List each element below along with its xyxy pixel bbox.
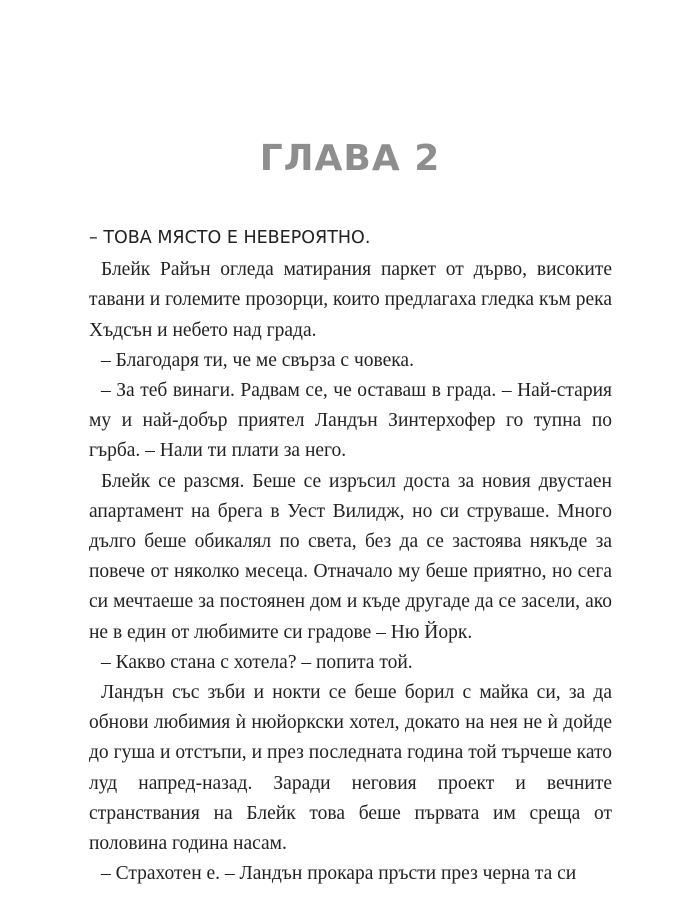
paragraph: Блейк Райън огледа матирания паркет от дърво, високите тавани и големите прозорци, които предлагаха гледка към река Хъдсън и небето над града. [89,259,612,341]
paragraph: – Какво стана с хотела? – попита той. [101,651,413,673]
paragraph: – За теб винаги. Радвам се, че оставаш в града. – Най-стария му и най-добър приятел Ландън Зинтерхофер го тупна по гърба. – Нали ти плати за него. [89,380,612,462]
chapter-body [89,223,612,889]
paragraph: – Благодаря ти, че ме свърза с човека. [101,349,414,371]
paragraph: – Страхотен е. – Ландън прокара пръсти през черна та си [101,863,577,885]
paragraph: Блейк се разсмя. Беше се изръсил доста за новия двустаен апартамент на брега в Уест Вилидж, но си струваше. Много дълго беше обикалял по света, без да се застоява някъде за повече от няколко месеца. Отначало му беше приятно, но сега си мечтаеше за постоянен дом и къде другаде да се засели, ако не в един от любимите си градове – Ню Йорк. [89,470,612,643]
paragraph: Ландън със зъби и нокти се беше борил с майка си, за да обнови любимия ѝ нюйоркски хотел, докато на нея не ѝ дойде до гуша и отстъпи, и през последната година той търчеше като луд напред-назад. Заради неговия проект и вечните странствания на Блейк това беше първата им среща от половина година насам. [89,682,612,855]
chapter-title: ГЛАВА 2 [259,138,441,179]
paragraph: – ТОВА МЯСТО Е НЕВЕРОЯТНО. [89,228,371,248]
